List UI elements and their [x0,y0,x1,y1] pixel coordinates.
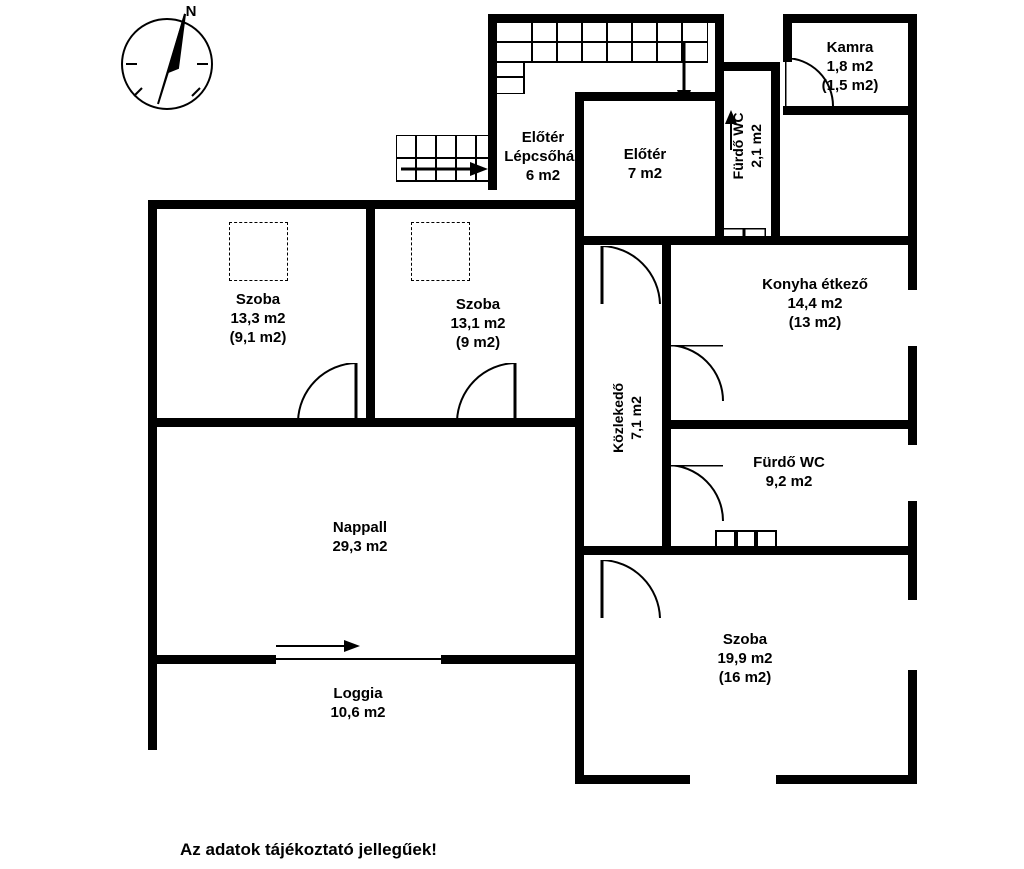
wall-konyha-bottom [662,420,917,429]
wall-szoba-divider [366,200,375,420]
loggia-rail-line [276,658,441,660]
room-label-szoba-1: Szoba 13,3 m2 (9,1 m2) [229,291,287,347]
ceiling-fixture-szoba1 [229,222,288,281]
door-szoba1 [296,363,358,425]
room-label-furdo-wc-small: Fürdő WC 2,1 m2 [730,112,764,180]
fixture-wc-furdowc [715,530,777,552]
wall-corridor-left [575,244,584,574]
stair-run-top [494,22,708,94]
door-szoba3 [600,560,662,622]
door-elotér-corridor [600,246,662,308]
wall-kamra-top [783,14,917,23]
wall-furdowc-small-top [715,62,780,71]
wall-furdowc-small-right [771,62,780,244]
loggia-arrow [276,636,366,654]
compass-north-label: N [185,3,197,20]
room-label-szoba-2: Szoba 13,1 m2 (9 m2) [450,296,506,352]
room-label-elotér-lepcsohaz: Előtér Lépcsőház 6 m2 [504,129,582,185]
room-label-elotér: Előtér 7 m2 [623,146,667,183]
room-label-kozlekedo: Közlekedő 7,1 m2 [610,382,644,453]
compass-rose [112,6,222,116]
room-label-loggia: Loggia 10,6 m2 [330,685,386,722]
ceiling-fixture-szoba2 [411,222,470,281]
wall-loggia-left [148,655,157,750]
wall-szoba3-top [575,546,671,555]
disclaimer-note: Az adatok tájékoztató jellegűek! [180,840,437,859]
room-label-furdo-wc: Fürdő WC 9,2 m2 [753,454,825,491]
wall-szoba3-left [575,546,584,784]
wall-left-outer-upper [148,200,157,420]
wall-furdowc-bottom [662,546,917,555]
wall-konyha-top [771,236,917,245]
wall-elotér-top [575,92,723,101]
door-konyha [667,345,725,403]
room-label-nappali: Nappall 29,3 m2 [332,519,388,556]
window-furdowc-right [906,445,919,501]
window-szoba3-bottom [690,773,776,786]
window-szoba3-right [906,600,919,670]
door-szoba2 [455,363,517,425]
wall-nappali-left [148,418,157,663]
fixture-wc-small [722,228,766,242]
room-label-szoba-3: Szoba 19,9 m2 (16 m2) [717,631,773,687]
room-label-konyha: Konyha étkező 14,4 m2 (13 m2) [762,276,868,332]
wall-top-entry-right [715,14,724,94]
room-label-kamra: Kamra 1,8 m2 (1,5 m2) [821,39,879,95]
